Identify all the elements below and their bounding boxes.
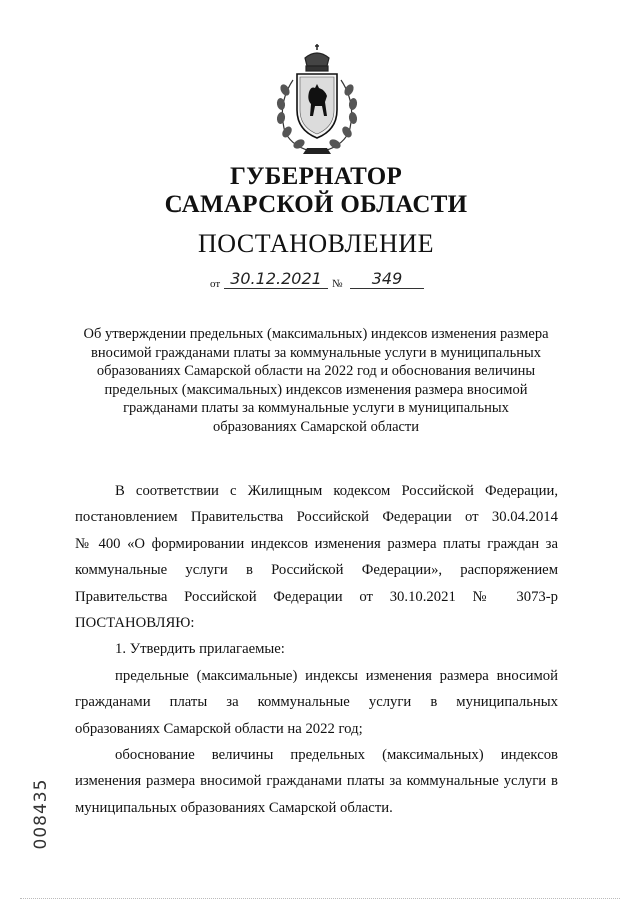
body-line: коммунальные услуги в Российской Федерации», распоряжением: [75, 562, 558, 579]
subject-line: предельных (максимальных) индексов изменения размера вносимой: [104, 381, 528, 398]
date-number-line: [210, 269, 430, 292]
decree-title: ПОСТАНОВЛЕНИЕ: [198, 229, 434, 258]
subject-line: гражданами платы за коммунальные услуги в муниципальных: [123, 400, 509, 416]
body-line: постановлением Правительства Российской Федерации от 30.04.2014: [75, 509, 558, 526]
decree-subject: [60, 325, 572, 436]
decree-body: [75, 478, 558, 821]
body-line: изменения размера вносимой гражданами платы за коммунальные услуги в: [75, 773, 558, 790]
stamp-serial-text: 008435: [31, 778, 51, 850]
body-line: муниципальных образованиях Самарской области.: [75, 799, 393, 816]
body-line: предельные (максимальные) индексы изменения размера вносимой: [115, 667, 558, 684]
subject-line: вносимой гражданами платы за коммунальные услуги в муниципальных: [91, 344, 541, 361]
scan-edge: [20, 898, 620, 901]
coat-of-arms-emblem: [271, 44, 363, 156]
body-line: В соответствии с Жилищным кодексом Российской Федерации,: [115, 483, 558, 499]
date-label: от: [210, 278, 221, 290]
body-line: образованиях Самарской области на 2022 год;: [75, 720, 363, 737]
body-line: обоснование величины предельных (максимальных) индексов: [115, 746, 558, 763]
body-line: № 400 «О формировании индексов изменения размера платы граждан за: [75, 535, 558, 552]
subject-line: образованиях Самарской области на 2022 год и обоснования величины: [96, 363, 536, 379]
subject-line: Об утверждении предельных (максимальных) индексов изменения размера: [83, 326, 549, 342]
body-line: ПОСТАНОВЛЯЮ:: [75, 614, 195, 631]
body-line: гражданами платы за коммунальные услуги в муниципальных: [75, 694, 558, 711]
body-line: 1. Утвердить прилагаемые:: [115, 641, 285, 658]
stamp-serial-number: [30, 770, 50, 860]
handwritten-date: 30.12.2021: [224, 270, 328, 289]
handwritten-number: 349: [350, 270, 424, 289]
subject-line: образованиях Самарской области: [212, 418, 420, 435]
body-line: Правительства Российской Федерации от 30.10.2021 № 3073-р: [75, 588, 558, 605]
governor-title-line1: ГУБЕРНАТОР: [229, 163, 403, 190]
governor-title-line2: САМАРСКОЙ ОБЛАСТИ: [164, 191, 468, 218]
number-label: №: [332, 278, 343, 290]
